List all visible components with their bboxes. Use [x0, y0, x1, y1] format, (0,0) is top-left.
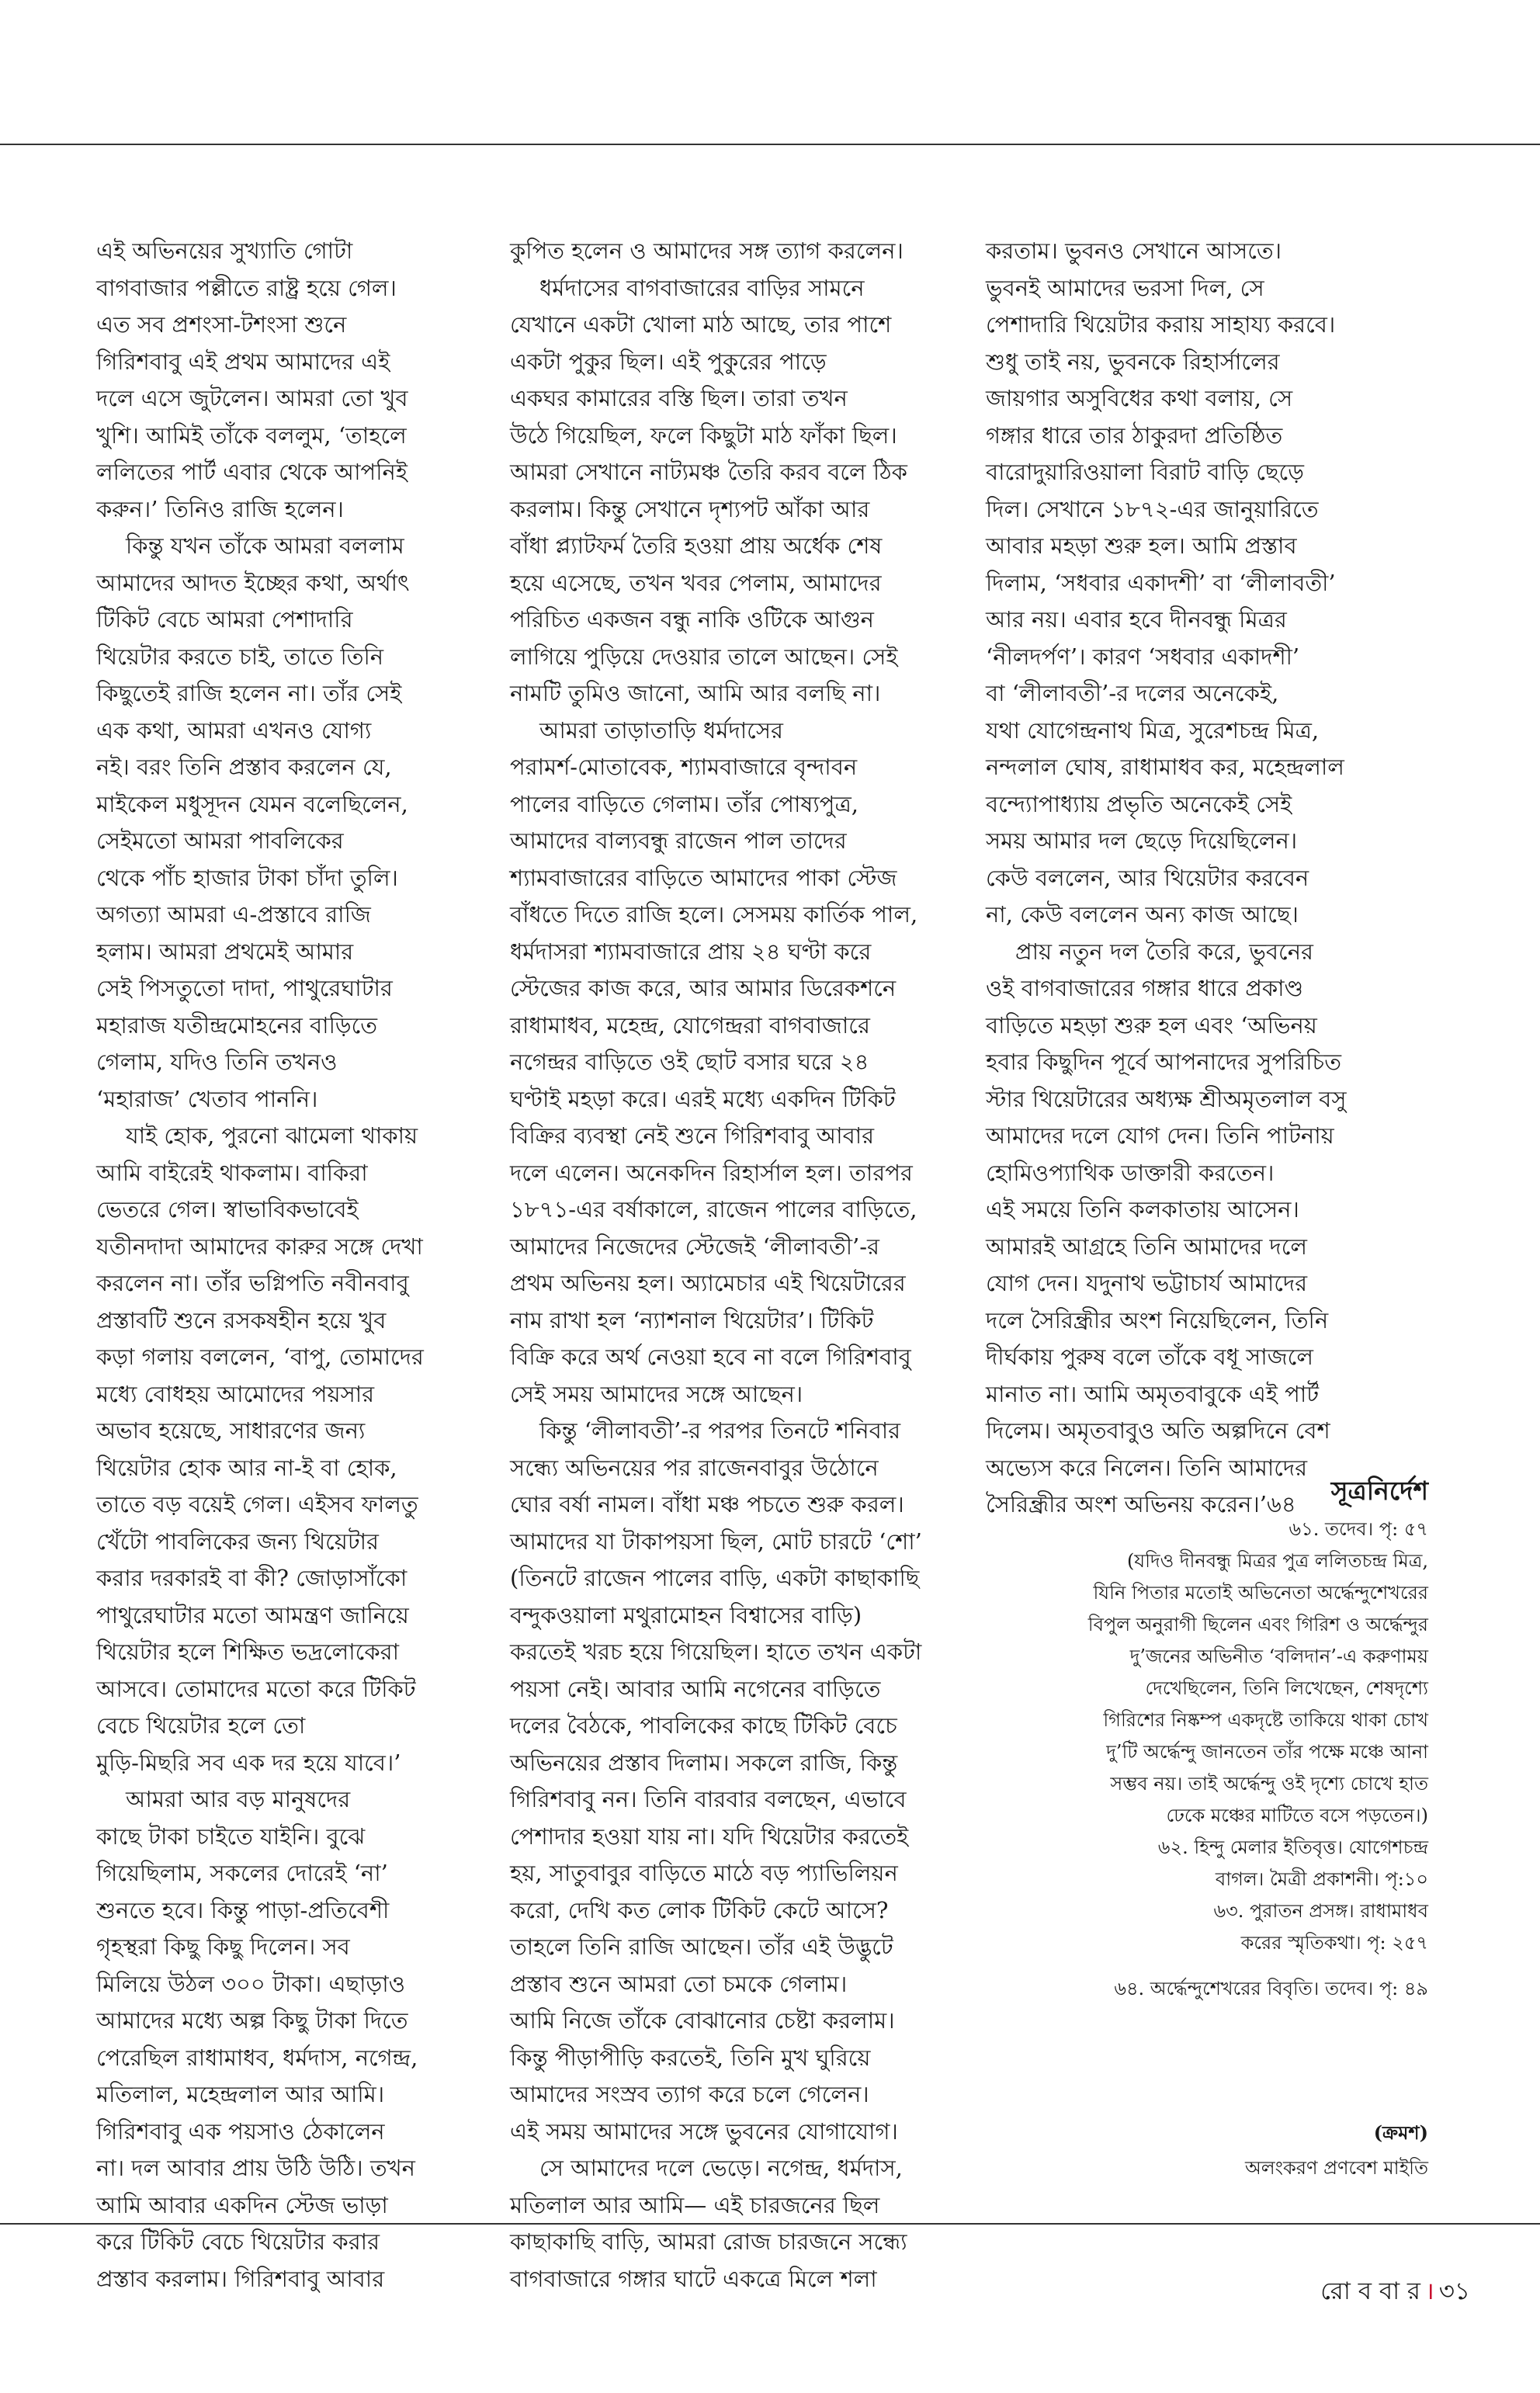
footer-separator: । — [1424, 2277, 1434, 2305]
text-line: হয়ে এসেছে, তখন খবর পেলাম, আমাদের — [510, 569, 882, 596]
text-line: প্রস্তাব শুনে আমরা তো চমকে গেলাম। — [510, 1970, 848, 1997]
text-line: প্রস্তাব করলাম। গিরিশবাবু আবার — [96, 2265, 385, 2292]
text-line: যেখানে একটা খোলা মাঠ আছে, তার পাশে — [510, 311, 892, 338]
text-line: এত সব প্রশংসা-টশংসা শুনে — [96, 311, 347, 338]
text-line: বাগবাজার পল্লীতে রাষ্ট্র হয়ে গেল। — [96, 274, 397, 301]
text-line: আমাদের যা টাকাপয়সা ছিল, মোট চারটে ‘শো’ — [510, 1528, 922, 1555]
text-line: কিন্তু যখন তাঁকে আমরা বললাম — [126, 532, 404, 559]
text-line: মানাত না। আমি অমৃতবাবুকে এই পার্ট — [986, 1380, 1320, 1407]
text-line: কেউ বললেন, আর থিয়েটার করবেন — [986, 864, 1309, 891]
text-line: টিকিট বেচে আমরা পেশাদারি — [96, 606, 353, 633]
reference-line: বিপুল অনুরাগী ছিলেন এবং গিরিশ ও অর্দ্ধেন্দুর — [1087, 1614, 1428, 1635]
text-line: সময় আমার দল ছেড়ে দিয়েছিলেন। — [986, 827, 1298, 854]
reference-line: দু’জনের অভিনীত ‘বলিদান’-এ করুণাময় — [1129, 1646, 1428, 1667]
reference-line: ৬২. হিন্দু মেলার ইতিবৃত্ত। যোগেশচন্দ্র — [1157, 1836, 1428, 1858]
text-line: মধ্যে বোধহয় আমোদের পয়সার — [96, 1380, 375, 1407]
text-line: মাইকেল মধুসূদন যেমন বলেছিলেন, — [96, 790, 408, 817]
text-line: ঘণ্টাই মহড়া করে। এরই মধ্যে একদিন টিকিট — [510, 1085, 896, 1112]
text-line: আমরা আর বড় মানুষদের — [126, 1786, 351, 1812]
references-title: সূত্রনির্দেশ — [1330, 1476, 1428, 1506]
text-line: স্টার থিয়েটারের অধ্যক্ষ শ্রীঅমৃতলাল বসু — [986, 1085, 1347, 1112]
text-line: পেশাদার হওয়া যায় না। যদি থিয়েটার করতেই — [510, 1822, 909, 1850]
text-line: আমি বাইরেই থাকলাম। বাকিরা — [96, 1159, 368, 1186]
text-line: এই অভিনয়ের সুখ্যাতি গোটা — [96, 238, 353, 264]
text-line: তাহলে তিনি রাজি আছেন। তাঁর এই উদ্ভুটে — [510, 1933, 893, 1960]
text-line: প্রথম অভিনয় হল। অ্যামেচার এই থিয়েটারের — [510, 1270, 906, 1296]
text-line: সে আমাদের দলে ভেড়ে। নগেন্দ্র, ধর্মদাস, — [539, 2155, 903, 2181]
text-line: করো, দেখি কত লোক টিকিট কেটে আসে? — [510, 1896, 889, 1923]
reference-line: গিরিশের নিষ্কম্প একদৃষ্টে তাকিয়ে থাকা চোখ — [1103, 1709, 1428, 1731]
reference-line: বাগল। মৈত্রী প্রকাশনী। পৃ:১০ — [1215, 1868, 1428, 1890]
reference-line: ৬১. তদেব। পৃ: ৫৭ — [1289, 1518, 1428, 1540]
text-line: অভ্যেস করে নিলেন। তিনি আমাদের — [986, 1454, 1308, 1481]
text-line: ধর্মদাসের বাগবাজারের বাড়ির সামনে — [539, 274, 865, 301]
reference-line: ৬৩. পুরাতন প্রসঙ্গ। রাধামাধব — [1213, 1900, 1428, 1922]
text-line: গঙ্গার ধারে তার ঠাকুরদা প্রতিষ্ঠিত — [986, 421, 1283, 449]
text-line: স্টেজের কাজ করে, আর আমার ডিরেকশনে — [510, 975, 897, 1001]
text-line: যাই হোক, পুরনো ঝামেলা থাকায় — [126, 1122, 418, 1149]
reference-line: ৬৪. অর্দ্ধেন্দুশেখরের বিবৃতি। তদেব। পৃ: ৪৯ — [1114, 1978, 1428, 1999]
text-line: পেরেছিল রাধামাধব, ধর্মদাস, নগেন্দ্র, — [96, 2044, 418, 2071]
text-line: মুড়ি-মিছরি সব এক দর হয়ে যাবে।’ — [96, 1749, 401, 1776]
text-line: হোমিওপ্যাথিক ডাক্তারী করতেন। — [986, 1159, 1275, 1186]
text-line: করলেন না। তাঁর ভগ্নিপতি নবীনবাবু — [96, 1270, 409, 1296]
continued-label: (ক্রমশ) — [1373, 2121, 1428, 2144]
text-line: করতেই খরচ হয়ে গিয়েছিল। হাতে তখন একটা — [510, 1639, 922, 1665]
text-line: খুশি। আমিই তাঁকে বললুম, ‘তাহলে — [96, 421, 407, 449]
text-line: জায়গার অসুবিধের কথা বলায়, সে — [986, 385, 1293, 411]
text-line: আমাদের দলে যোগ দেন। তিনি পাটনায় — [986, 1122, 1334, 1149]
article-column-2 — [510, 233, 945, 2298]
text-line: বাগবাজারে গঙ্গার ঘাটে একত্রে মিলে শলা — [510, 2265, 877, 2292]
text-line: গেলাম, যদিও তিনি তখনও — [96, 1049, 338, 1075]
text-line: কিন্তু ‘লীলাবতী’-র পরপর তিনটে শনিবার — [539, 1417, 901, 1444]
text-line: আমি নিজে তাঁকে বোঝানোর চেষ্টা করলাম। — [510, 2007, 895, 2034]
text-line: নগেন্দ্রর বাড়িতে ওই ছোট বসার ঘরে ২৪ — [510, 1049, 869, 1075]
text-line: আবার মহড়া শুরু হল। আমি প্রস্তাব — [986, 532, 1297, 559]
text-line: আমাদের সংস্রব ত্যাগ করে চলে গেলেন। — [510, 2081, 869, 2107]
text-line: শ্যামবাজারের বাড়িতে আমাদের পাকা স্টেজ — [510, 864, 897, 891]
text-line: গিরিশবাবু এক পয়সাও ঠেকালেন — [96, 2117, 385, 2145]
text-line: সেইমতো আমরা পাবলিকের — [96, 827, 344, 854]
text-line: কিন্তু পীড়াপীড়ি করতেই, তিনি মুখ ঘুরিয়ে — [510, 2044, 871, 2071]
text-line: বাড়িতে মহড়া শুরু হল এবং ‘অভিনয় — [986, 1011, 1317, 1039]
text-line: গিয়েছিলাম, সকলের দোরেই ‘না’ — [96, 1860, 388, 1886]
text-line: শুনতে হবে। কিন্তু পাড়া-প্রতিবেশী — [96, 1896, 390, 1923]
text-line: দলে সৈরিন্ধ্রীর অংশ নিয়েছিলেন, তিনি — [986, 1306, 1329, 1333]
text-line: না, কেউ বললেন অন্য কাজ আছে। — [986, 901, 1299, 928]
text-line: করে টিকিট বেচে থিয়েটার করার — [96, 2228, 380, 2255]
text-line: পেশাদারি থিয়েটার করায় সাহায্য করবে। — [986, 311, 1336, 338]
text-line: হয়, সাতুবাবুর বাড়িতে মাঠে বড় প্যাভিলিয়ন — [510, 1860, 898, 1886]
text-line: গৃহস্থরা কিছু কিছু দিলেন। সব — [96, 1933, 350, 1960]
text-line: পালের বাড়িতে গেলাম। তাঁর পোষ্যপুত্র, — [510, 790, 858, 817]
text-line: প্রায় নতুন দল তৈরি করে, ভুবনের — [1015, 938, 1313, 965]
text-line: করলাম। কিন্তু সেখানে দৃশ্যপট আঁকা আর — [510, 495, 870, 522]
text-line: পাথুরেঘাটার মতো আমন্ত্রণ জানিয়ে — [96, 1601, 409, 1628]
article-column-1 — [96, 233, 453, 2298]
text-line: যথা যোগেন্দ্রনাথ মিত্র, সুরেশচন্দ্র মিত্র, — [986, 716, 1320, 744]
text-line: পয়সা নেই। আবার আমি নগেনের বাড়িতে — [510, 1675, 881, 1702]
text-line: না। দল আবার প্রায় উঠি উঠি। তখন — [96, 2155, 415, 2181]
reference-line: যিনি পিতার মতোই অভিনেতা অর্দ্ধেন্দুশেখরের — [1093, 1582, 1428, 1604]
text-line: করতাম। ভুবনও সেখানে আসতে। — [986, 238, 1282, 264]
page-number: ৩১ — [1438, 2277, 1470, 2305]
text-line: ভেতরে গেল। স্বাভাবিকভাবেই — [96, 1196, 359, 1223]
text-line: বাঁধতে দিতে রাজি হলে। সেসময় কার্তিক পাল, — [510, 901, 918, 928]
text-line: কড়া গলায় বললেন, ‘বাপু, তোমাদের — [96, 1344, 424, 1370]
text-line: এই সময় আমাদের সঙ্গে ভুবনের যোগাযোগ। — [510, 2117, 898, 2145]
text-line: সেই সময় আমাদের সঙ্গে আছেন। — [510, 1380, 803, 1407]
text-line: নাম রাখা হল ‘ন্যাশনাল থিয়েটার’। টিকিট — [510, 1306, 874, 1333]
text-line: দলে এলেন। অনেকদিন রিহার্সাল হল। তারপর — [510, 1159, 913, 1186]
text-line: গিরিশবাবু এই প্রথম আমাদের এই — [96, 348, 390, 375]
illustration-credit: অলংকরণ প্রণবেশ মাইতি — [1244, 2157, 1428, 2179]
text-line: আসবে। তোমাদের মতো করে টিকিট — [96, 1675, 416, 1702]
reference-line: সম্ভব নয়। তাই অর্দ্ধেন্দু ওই দৃশ্যে চোখে হাত — [1110, 1773, 1428, 1795]
text-line: সেই পিসতুতো দাদা, পাথুরেঘাটার — [96, 975, 393, 1001]
text-line: বন্দুকওয়ালা মথুরামোহন বিশ্বাসের বাড়ি) — [510, 1601, 862, 1628]
text-line: যোগ দেন। যদুনাথ ভট্টাচার্য আমাদের — [986, 1270, 1308, 1296]
text-line: ওই বাগবাজারের গঙ্গার ধারে প্রকাণ্ড — [986, 975, 1304, 1001]
text-line: প্রস্তাবটি শুনে রসকষহীন হয়ে খুব — [96, 1306, 387, 1333]
text-line: হলাম। আমরা প্রথমেই আমার — [96, 938, 354, 965]
text-line: শুধু তাই নয়, ভুবনকে রিহার্সালের — [986, 348, 1280, 375]
reference-line: দেখেছিলেন, তিনি লিখেছেন, শেষদৃশ্যে — [1145, 1677, 1428, 1699]
text-line: দিলাম, ‘সধবার একাদশী’ বা ‘লীলাবতী’ — [986, 569, 1336, 596]
text-line: করার দরকারই বা কী? জোড়াসাঁকো — [96, 1565, 408, 1591]
bottom-rule — [0, 2223, 1540, 2225]
text-line: অভাব হয়েছে, সাধারণের জন্য — [96, 1417, 366, 1444]
text-line: কুপিত হলেন ও আমাদের সঙ্গ ত্যাগ করলেন। — [510, 238, 904, 264]
text-line: ঘোর বর্ষা নামল। বাঁধা মঞ্চ পচতে শুরু করল। — [510, 1491, 904, 1517]
text-line: দিলেম। অমৃতবাবুও অতি অল্পদিনে বেশ — [986, 1417, 1330, 1444]
text-line: যতীনদাদা আমাদের কারুর সঙ্গে দেখা — [96, 1233, 423, 1260]
text-line: বিক্রির ব্যবস্থা নেই শুনে গিরিশবাবু আবার — [510, 1122, 875, 1149]
text-line: বা ‘লীলাবতী’-র দলের অনেকেই, — [986, 680, 1279, 706]
text-line: মিলিয়ে উঠল ৩০০ টাকা। এছাড়াও — [96, 1970, 405, 1997]
top-rule — [0, 144, 1540, 145]
text-line: কাছাকাছি বাড়ি, আমরা রোজ চারজনে সন্ধ্যে — [510, 2228, 907, 2255]
text-line: বারোদুয়ারিওয়ালা বিরাট বাড়ি ছেড়ে — [986, 459, 1304, 485]
text-line: নই। বরং তিনি প্রস্তাব করলেন যে, — [96, 754, 392, 780]
text-line: থিয়েটার হোক আর না-ই বা হোক, — [96, 1454, 397, 1481]
text-line: একটা পুকুর ছিল। এই পুকুরের পাড়ে — [510, 348, 827, 375]
text-line: এই সময়ে তিনি কলকাতায় আসেন। — [986, 1196, 1299, 1223]
page-footer — [1320, 2273, 1470, 2313]
text-line: দলের বৈঠকে, পাবলিকের কাছে টিকিট বেচে — [510, 1712, 897, 1739]
text-line: কাছে টাকা চাইতে যাইনি। বুঝে — [96, 1822, 366, 1850]
text-line: আমাদের বাল্যবন্ধু রাজেন পাল তাদের — [510, 827, 847, 854]
text-line: আমি আবার একদিন স্টেজ ভাড়া — [96, 2191, 388, 2218]
text-line: মহারাজ যতীন্দ্রমোহনের বাড়িতে — [96, 1011, 377, 1039]
text-line: লাগিয়ে পুড়িয়ে দেওয়ার তালে আছেন। সেই — [510, 643, 898, 670]
text-line: আমাদের নিজেদের স্টেজেই ‘লীলাবতী’-র — [510, 1233, 879, 1260]
text-line: নন্দলাল ঘোষ, রাধামাধব কর, মহেন্দ্রলাল — [986, 754, 1344, 780]
text-line: দিল। সেখানে ১৮৭২-এর জানুয়ারিতে — [986, 495, 1319, 522]
article-column-3 — [986, 233, 1436, 1524]
text-line: সন্ধ্যে অভিনয়ের পর রাজেনবাবুর উঠোনে — [510, 1454, 879, 1481]
text-line: করুন।’ তিনিও রাজি হলেন। — [96, 495, 344, 522]
text-line: বাঁধা প্ল্যাটফর্ম তৈরি হওয়া প্রায় অর্ধেক শেষ — [510, 532, 883, 559]
text-line: ১৮৭১-এর বর্ষাকালে, রাজেন পালের বাড়িতে, — [510, 1196, 917, 1223]
text-line: গিরিশবাবু নন। তিনি বারবার বলছেন, এভাবে — [510, 1786, 907, 1812]
text-line: কিছুতেই রাজি হলেন না। তাঁর সেই — [96, 680, 402, 706]
text-line: একঘর কামারের বস্তি ছিল। তারা তখন — [510, 385, 848, 411]
text-line: বিক্রি করে অর্থ নেওয়া হবে না বলে গিরিশবাবু — [510, 1344, 911, 1370]
references-list — [986, 1514, 1428, 2005]
text-line: হবার কিছুদিন পূর্বে আপনাদের সুপরিচিত — [986, 1049, 1341, 1075]
text-line: ‘নীলদর্পণ’। কারণ ‘সধবার একাদশী’ — [986, 643, 1300, 670]
text-line: আমাদের মধ্যে অল্প কিছু টাকা দিতে — [96, 2007, 408, 2034]
text-line: পরিচিত একজন বন্ধু নাকি ওটিকে আগুন — [510, 606, 874, 633]
text-line: সৈরিন্ধ্রীর অংশ অভিনয় করেন।’৬৪ — [986, 1491, 1296, 1517]
text-line: মতিলাল আর আমি— এই চারজনের ছিল — [510, 2191, 880, 2218]
reference-line: করের স্মৃতিকথা। পৃ: ২৫৭ — [1240, 1932, 1428, 1954]
text-line: তাতে বড় বয়েই গেল। এইসব ফালতু — [96, 1491, 418, 1517]
text-line: রাধামাধব, মহেন্দ্র, যোগেন্দ্ররা বাগবাজারে — [510, 1011, 870, 1039]
text-line: থিয়েটার হলে শিক্ষিত ভদ্রলোকেরা — [96, 1639, 399, 1665]
reference-line: দু’টি অর্দ্ধেন্দু জানতেন তাঁর পক্ষে মঞ্চে আনা — [1106, 1741, 1428, 1763]
text-line: আর নয়। এবার হবে দীনবন্ধু মিত্রর — [986, 606, 1287, 633]
text-line: আমরা তাড়াতাড়ি ধর্মদাসের — [539, 716, 783, 744]
reference-line: ঢেকে মঞ্চের মাটিতে বসে পড়তেন।) — [1166, 1805, 1428, 1826]
text-line: দলে এসে জুটলেন। আমরা তো খুব — [96, 385, 408, 411]
text-line: ভুবনই আমাদের ভরসা দিল, সে — [986, 274, 1264, 301]
text-line: অগত্যা আমরা এ-প্রস্তাবে রাজি — [96, 901, 371, 928]
reference-line: (যদিও দীনবন্ধু মিত্রর পুত্র ললিতচন্দ্র মিত্র, — [1126, 1550, 1428, 1572]
text-line: ধর্মদাসরা শ্যামবাজারে প্রায় ২৪ ঘণ্টা করে — [510, 938, 872, 965]
text-line: অভিনয়ের প্রস্তাব দিলাম। সকলে রাজি, কিন্তু — [510, 1749, 898, 1776]
text-line: উঠে গিয়েছিল, ফলে কিছুটা মাঠ ফাঁকা ছিল। — [510, 421, 897, 449]
text-line: আমরা সেখানে নাট্যমঞ্চ তৈরি করব বলে ঠিক — [510, 459, 907, 485]
text-line: দীর্ঘকায় পুরুষ বলে তাঁকে বধূ সাজলে — [986, 1344, 1313, 1370]
text-line: থেকে পাঁচ হাজার টাকা চাঁদা তুলি। — [96, 864, 398, 891]
text-line: (তিনটে রাজেন পালের বাড়ি, একটা কাছাকাছি — [510, 1565, 920, 1591]
text-line: পরামর্শ-মোতাবেক, শ্যামবাজারে বৃন্দাবন — [510, 754, 858, 780]
text-line: আমারই আগ্রহে তিনি আমাদের দলে — [986, 1233, 1308, 1260]
text-line: ‘মহারাজ’ খেতাব পাননি। — [96, 1085, 318, 1112]
magazine-name: রো ব বা র — [1320, 2277, 1420, 2305]
text-line: ললিতের পার্ট এবার থেকে আপনিই — [96, 459, 408, 485]
text-line: থিয়েটার করতে চাই, তাতে তিনি — [96, 643, 384, 670]
text-line: বেচে থিয়েটার হলে তো — [96, 1712, 306, 1739]
text-line: এক কথা, আমরা এখনও যোগ্য — [96, 716, 372, 744]
text-line: বন্দ্যোপাধ্যায় প্রভৃতি অনেকেই সেই — [986, 790, 1292, 817]
text-line: আমাদের আদত ইচ্ছের কথা, অর্থাৎ — [96, 569, 410, 596]
text-line: মতিলাল, মহেন্দ্রলাল আর আমি। — [96, 2081, 385, 2107]
text-line: নামটি তুমিও জানো, আমি আর বলছি না। — [510, 680, 881, 706]
text-line: খেঁটো পাবলিকের জন্য থিয়েটার — [96, 1528, 380, 1555]
